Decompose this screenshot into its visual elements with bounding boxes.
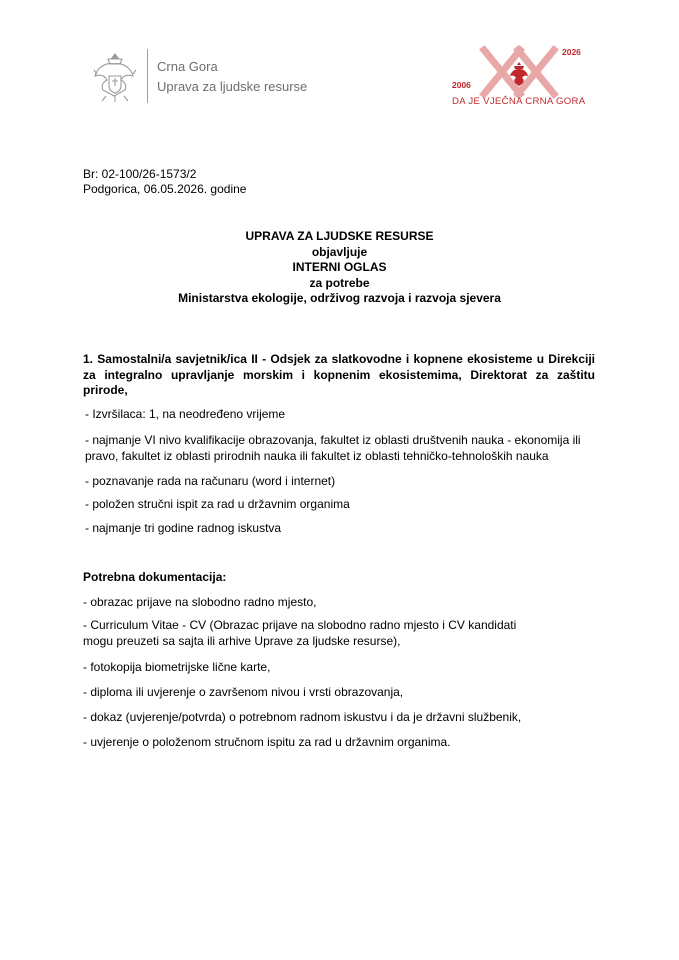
requirement-item: - najmanje tri godine radnog iskustva xyxy=(85,521,282,535)
org-country: Crna Gora xyxy=(157,59,218,74)
heading-publishes: objavljuje xyxy=(311,244,368,259)
documentation-item: - Curriculum Vitae - CV (Obrazac prijave na slobodno radno mjesto i CV kandidati mogu preuzeti sa sajta ili arhive Uprave za ljudske resurse), xyxy=(83,618,517,648)
documentation-item: - diploma ili uvjerenje o završenom nivou i vrsti obrazovanja, xyxy=(83,685,404,699)
coat-of-arms-icon xyxy=(92,52,138,104)
requirement-item: - poznavanje rada na računaru (word i internet) xyxy=(85,474,336,488)
jubilee-year-start: 2006 xyxy=(452,80,471,90)
requirement-item: - Izvršilaca: 1, na neodređeno vrijeme xyxy=(85,407,286,421)
heading-agency: UPRAVA ZA LJUDSKE RESURSE xyxy=(245,229,434,243)
documentation-heading: Potrebna dokumentacija: xyxy=(83,570,227,584)
jubilee-year-end: 2026 xyxy=(562,47,581,57)
requirement-item: - položen stručni ispit za rad u državnim organima xyxy=(85,497,350,511)
documentation-item: - uvjerenje o položenom stručnom ispitu za rad u državnim organima. xyxy=(83,735,451,749)
reference-number: Br: 02-100/26-1573/2 xyxy=(83,167,197,181)
jubilee-slogan: DA JE VJEČNA CRNA GORA xyxy=(452,96,586,107)
documentation-item: - obrazac prijave na slobodno radno mjesto, xyxy=(83,595,317,609)
requirement-item: - najmanje VI nivo kvalifikacije obrazovanja, fakultet iz oblasti društvenih nauka - ekonomija ili pravo, fakultet iz oblasti prirodnih nauka ili fakultet iz oblasti tehničko-tehnoloških nauka xyxy=(85,433,581,463)
announcement-heading xyxy=(0,229,679,307)
organization-name xyxy=(157,57,307,97)
org-agency: Uprava za ljudske resurse xyxy=(157,79,308,94)
document-meta xyxy=(83,167,246,197)
heading-ministry: Ministarstva ekologije, održivog razvoja i razvoja sjevera xyxy=(178,291,501,305)
position-title: 1. Samostalni/a savjetnik/ica II - Odsjek za slatkovodne i kopnene ekosisteme u Direkciji za integralno upravljanje morskim i kopnenim ekosistemima, Direktorat za zaštitu prirode, xyxy=(83,352,595,397)
documentation-item: - fotokopija biometrijske lične karte, xyxy=(83,660,271,674)
documentation-item: - dokaz (uvjerenje/potvrda) o potrebnom radnom iskustvu i da je državni službenik, xyxy=(83,710,522,724)
heading-title: INTERNI OGLAS xyxy=(292,260,387,274)
heading-for-needs: za potrebe xyxy=(309,275,370,290)
place-date: Podgorica, 06.05.2026. godine xyxy=(83,182,247,196)
header-divider xyxy=(147,49,148,103)
